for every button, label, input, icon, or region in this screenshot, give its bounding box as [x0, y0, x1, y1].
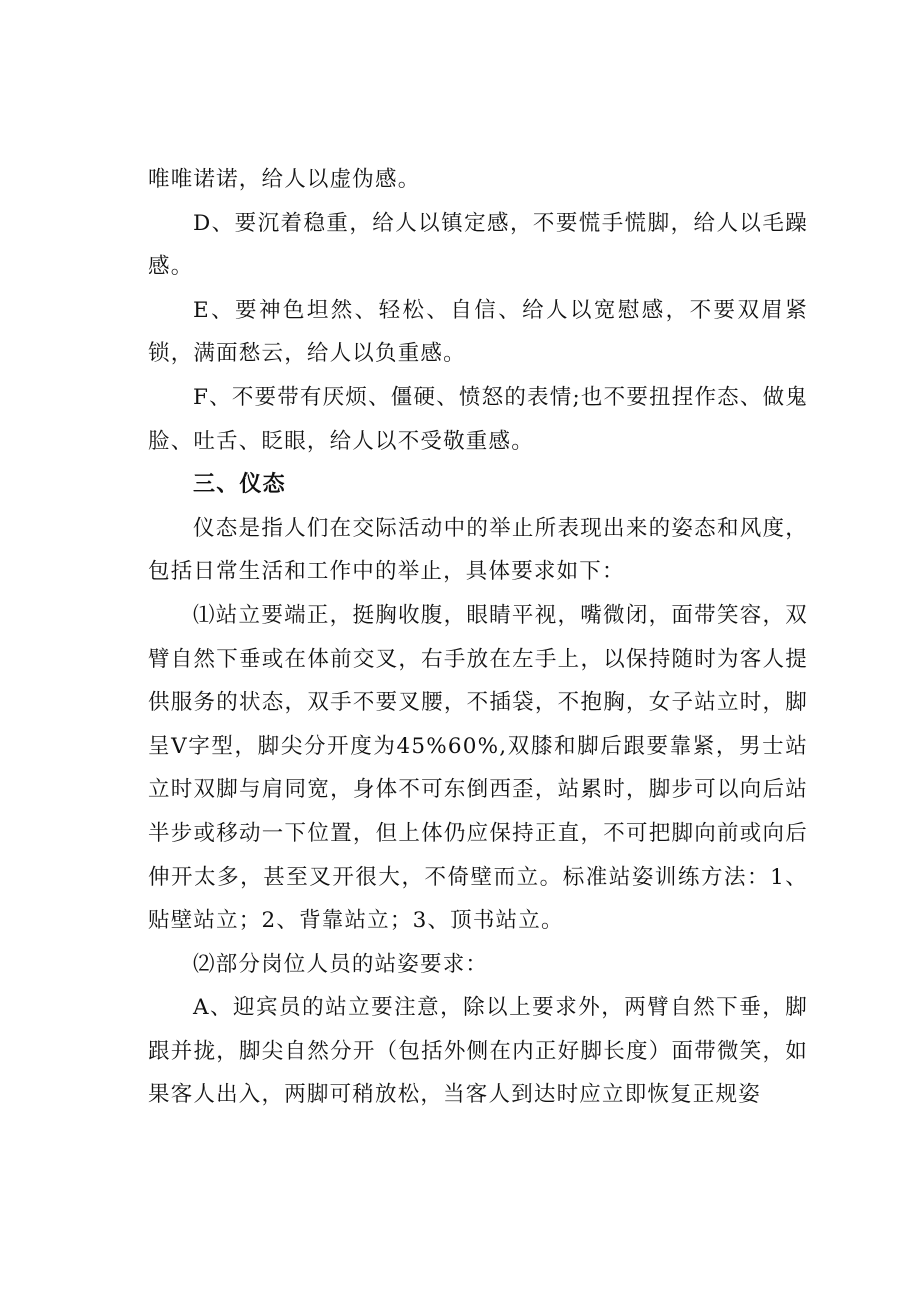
- document-body: [148, 158, 808, 1117]
- paragraph-positions-title: ⑵部分岗位人员的站姿要求：: [193, 951, 489, 977]
- paragraph-greeter-rules: A、迎宾员的站立要注意，除以上要求外，两臂自然下垂，脚跟并拢，脚尖自然分开（包括外侧在内正好脚长度）面带微笑，如果客人出入，两脚可稍放松，当客人到达时应立即恢复正规姿: [148, 995, 808, 1108]
- paragraph-d-item: D、要沉着稳重，给人以镇定感，不要慌手慌脚，给人以毛躁感。: [148, 210, 808, 280]
- paragraph-standing-rules: ⑴站立要端正，挺胸收腹，眼睛平视，嘴微闭，面带笑容，双臂自然下垂或在体前交叉，右手放在左手上，以保持随时为客人提供服务的状态，双手不要叉腰，不插袋，不抱胸，女子站立时，脚呈V字型，脚尖分开度为45%60%,双膝和脚后跟要靠紧，男士站立时双脚与肩同宽，身体不可东倒西歪，站累时，脚步可以向后站半步或移动一下位置，但上体仍应保持正直，不可把脚向前或向后伸开太多，甚至叉开很大，不倚壁而立。标准站姿训练方法：1、贴壁站立；2、背靠站立；3、顶书站立。: [148, 602, 808, 934]
- paragraph-f-item: F、不要带有厌烦、僵硬、愤怒的表情;也不要扭捏作态、做鬼脸、吐舌、眨眼，给人以不受敬重感。: [148, 384, 808, 454]
- section-heading: 三、仪态: [193, 472, 286, 498]
- paragraph-continuation: 唯唯诺诺，给人以虚伪感。: [148, 167, 421, 192]
- paragraph-e-item: E、要神色坦然、轻松、自信、给人以宽慰感，不要双眉紧锁，满面愁云，给人以负重感。: [148, 297, 808, 367]
- paragraph-intro: 仪态是指人们在交际活动中的举止所表现出来的姿态和风度，包括日常生活和工作中的举止，具体要求如下：: [148, 515, 808, 585]
